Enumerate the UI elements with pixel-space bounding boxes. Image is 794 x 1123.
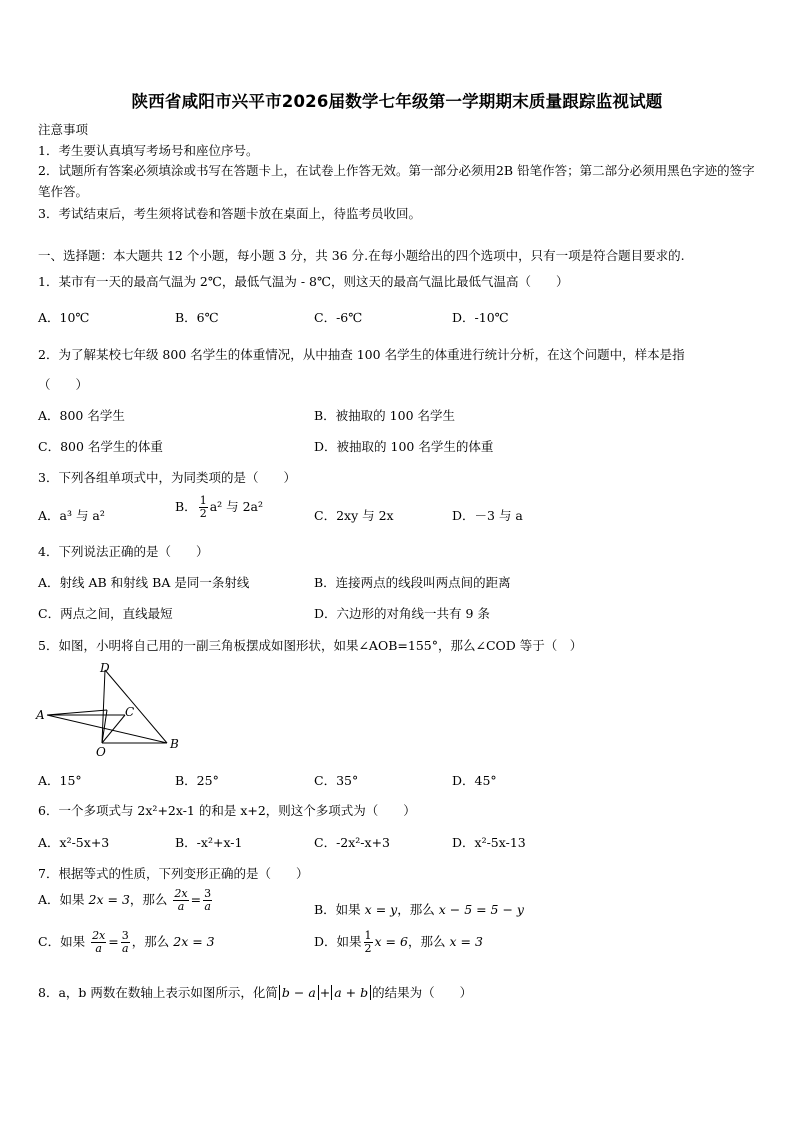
- q1-option-c: C．-6℃: [314, 310, 363, 325]
- denominator: a: [204, 900, 211, 913]
- q7-a-prefix: A．如果: [38, 892, 85, 907]
- numerator: 2x: [174, 887, 188, 900]
- q4-option-b: B．连接两点的线段叫两点间的距离: [314, 575, 511, 590]
- fraction-numerator: 1: [199, 494, 207, 507]
- fraction-half: [199, 495, 208, 520]
- q6-option-a: A．x²-5x+3: [38, 835, 110, 850]
- q7-option-c: C．如果 $\frac{2x}{a}$ = $\frac{3}{a}$ ，那么 2x = 3: [38, 929, 215, 955]
- segment-db: [105, 670, 167, 743]
- q7-option-a: A．如果 2x = 3，那么 $\frac{2x}{a}$ = $\frac{3}{a}$: [38, 887, 212, 913]
- q7-a-frac-right: [203, 888, 212, 913]
- label-c: C: [125, 705, 135, 719]
- q3-option-a: A．a³ 与 a²: [38, 508, 105, 523]
- q5-option-d: D．45°: [452, 773, 497, 788]
- denominator: a: [95, 942, 102, 955]
- question-1-stem: 1．某市有一天的最高气温为 2℃，最低气温为 - 8℃，则这天的最高气温比最低气温高（ ）: [38, 274, 569, 289]
- fraction-denominator: 2: [199, 507, 207, 520]
- question-7-stem: 7．根据等式的性质，下列变形正确的是（ ）: [38, 866, 309, 881]
- q5-option-c: C．35°: [314, 773, 359, 788]
- numerator: 3: [121, 929, 129, 942]
- q7-c-frac-left: [91, 930, 106, 955]
- notice-item-2: 2．试题所有答案必须填涂或书写在答题卡上，在试卷上作答无效。第一部分必须用2B 铅笔作答；第二部分必须用黑色字迹的签字笔作答。: [38, 163, 755, 199]
- q7-d-frac: [364, 930, 373, 955]
- q7-c-frac-right: [121, 930, 130, 955]
- q3-option-c: C．2xy 与 2x: [314, 508, 394, 523]
- q7-d-then: ，那么: [407, 934, 446, 949]
- notice-item-3: 3．考试结束后，考生须将试卷和答题卡放在桌面上，待监考员收回。: [38, 206, 421, 221]
- q2-option-a: A．800 名学生: [38, 408, 125, 423]
- q3-option-b-rest: a² 与 2a²: [209, 499, 264, 514]
- notice-item-1: 1．考生要认真填写考场号和座位序号。: [38, 143, 259, 158]
- q4-option-d: D．六边形的对角线一共有 9 条: [314, 606, 490, 621]
- q7-d-result: x = 3: [449, 934, 483, 949]
- numerator: 1: [364, 929, 372, 942]
- q7-a-frac-left: [173, 888, 188, 913]
- question-2-paren: （ ）: [38, 377, 89, 392]
- q6-option-b: B．-x²+x-1: [175, 835, 243, 850]
- q1-option-d: D．-10℃: [452, 310, 509, 325]
- q3-option-b-prefix: B．: [175, 499, 197, 514]
- question-6-stem: 6．一个多项式与 2x²+2x-1 的和是 x+2，则这个多项式为（ ）: [38, 803, 416, 818]
- q8-abs-1: b − a: [279, 985, 319, 1000]
- notice-heading: 注意事项: [38, 122, 89, 137]
- q8-stem-prefix: 8．a，b 两数在数轴上表示如图所示，化简: [38, 985, 278, 1000]
- label-o: O: [96, 745, 106, 759]
- q3-option-d: D．－3 与 a: [452, 508, 523, 523]
- q7-option-d: [314, 930, 483, 955]
- question-4-stem: 4．下列说法正确的是（ ）: [38, 544, 209, 559]
- q8-stem-suffix: 的结果为（ ）: [372, 985, 473, 1000]
- triangle-figure: [30, 660, 190, 760]
- q7-c-result: 2x = 3: [173, 934, 215, 949]
- segment-ab: [47, 715, 167, 743]
- q7-d-prefix: D．如果: [314, 934, 362, 949]
- denominator: a: [177, 900, 185, 913]
- q7-a-then: ，那么: [129, 892, 168, 907]
- q4-option-a: A．射线 AB 和射线 BA 是同一条射线: [38, 575, 250, 590]
- q5-option-b: B．25°: [175, 773, 219, 788]
- q2-option-c: C．800 名学生的体重: [38, 439, 163, 454]
- q6-option-c: C．-2x²-x+3: [314, 835, 391, 850]
- q7-option-b: [314, 900, 524, 918]
- q6-option-d: D．x²-5x-13: [452, 835, 526, 850]
- q4-option-c: C．两点之间，直线最短: [38, 606, 173, 621]
- q2-option-d: D．被抽取的 100 名学生的体重: [314, 439, 494, 454]
- q8-abs-2: a + b: [331, 985, 371, 1000]
- segment-ac-left: [47, 710, 107, 715]
- q7-b-prefix: B．如果: [314, 902, 361, 917]
- question-3-stem: 3．下列各组单项式中，为同类项的是（ ）: [38, 470, 296, 485]
- page-title: 陕西省咸阳市兴平市2026届数学七年级第一学期期末质量跟踪监视试题: [131, 92, 663, 111]
- q7-b-equation: x = y: [364, 902, 398, 917]
- denominator: 2: [364, 942, 372, 955]
- label-b: B: [170, 737, 179, 751]
- q7-c-prefix: C．如果: [38, 934, 86, 949]
- q7-b-then: ，那么: [397, 902, 435, 917]
- q2-option-b: B．被抽取的 100 名学生: [314, 408, 455, 423]
- label-d: D: [100, 661, 110, 675]
- q7-a-equation: 2x = 3: [88, 892, 130, 907]
- question-2-stem: 2．为了解某校七年级 800 名学生的体重情况，从中抽查 100 名学生的体重进行统计分析，在这个问题中，样本是指: [38, 347, 685, 362]
- q7-b-result: x − 5 = 5 − y: [438, 902, 524, 917]
- label-a: A: [36, 708, 45, 722]
- q7-c-then: ，那么: [131, 934, 170, 949]
- question-8-stem: [38, 983, 472, 1001]
- q1-option-a: A．10℃: [38, 310, 90, 325]
- q3-option-b: [175, 495, 263, 520]
- q7-d-equation: x = 6: [374, 934, 408, 949]
- numerator: 3: [204, 887, 212, 900]
- question-5-stem: 5．如图，小明将自己用的一副三角板摆成如图形状，如果∠AOB=155°，那么∠COD 等于（ ）: [38, 638, 583, 653]
- q8-plus: +: [319, 985, 331, 1000]
- q1-option-b: B．6℃: [175, 310, 219, 325]
- q5-option-a: A．15°: [38, 773, 82, 788]
- section-heading: 一、选择题：本大题共 12 个小题，每小题 3 分，共 36 分.在每小题给出的四个选项中，只有一项是符合题目要求的.: [38, 248, 685, 263]
- denominator: a: [121, 942, 129, 955]
- numerator: 2x: [92, 929, 106, 942]
